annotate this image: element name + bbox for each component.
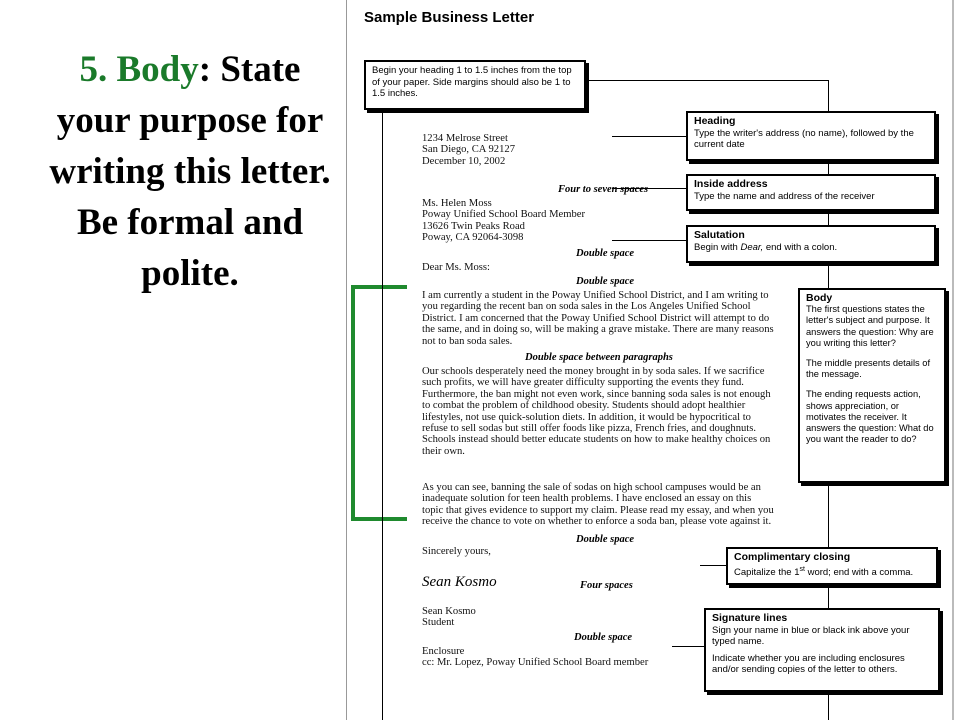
typed-name: Sean Kosmo <box>422 606 476 617</box>
paragraph-line: Our schools desperately need the money brought in by soda sales. If we sacrifice <box>422 366 765 377</box>
heading-callout <box>686 111 936 161</box>
paper-edge-left <box>382 80 383 720</box>
slide-title <box>40 44 340 299</box>
body-bracket <box>351 285 407 521</box>
spacing-note: Four to seven spaces <box>558 184 649 195</box>
address-line: San Diego, CA 92127 <box>422 144 515 156</box>
closing-callout <box>726 547 938 585</box>
salutation-text-before: Begin with <box>694 241 741 253</box>
date-line: December 10, 2002 <box>422 155 506 167</box>
handwritten-signature: Sean Kosmo <box>422 574 497 590</box>
paragraph-line: their own. <box>422 445 465 457</box>
salutation-text-after: end with a colon. <box>763 241 838 253</box>
typed-title: Student <box>422 617 455 629</box>
letter-closing: Sincerely yours, <box>422 546 491 557</box>
spacing-note: Double space <box>574 632 633 643</box>
paragraph-line: to combat the problem of childhood obesity. Students should adopt healthier <box>422 400 746 412</box>
closing-callout-title: Complimentary closing <box>734 551 851 563</box>
closing-callout-text <box>734 564 930 579</box>
spacing-note: Double space <box>576 248 635 259</box>
heading-callout-text: Type the writer's address (no name), followed by the current date <box>694 127 914 150</box>
inside-line: Poway Unified School Board Member <box>422 209 585 221</box>
closing-text-before: Capitalize the 1 <box>734 566 800 578</box>
salutation-text-em: Dear, <box>740 241 764 253</box>
connector-heading <box>612 136 686 137</box>
signature-callout-title: Signature lines <box>712 612 788 624</box>
closing-text-after: word; end with a comma. <box>804 566 914 578</box>
enclosure-block <box>422 646 648 669</box>
spacing-note: Double space <box>576 534 635 545</box>
letter-paragraph-1 <box>422 290 774 347</box>
paragraph-line: I am currently a student in the Poway Unified School District, and I am writing to <box>422 290 769 301</box>
cc-line: cc: Mr. Lopez, Poway Unified School Board member <box>422 657 649 669</box>
typed-name-block <box>422 606 476 629</box>
paragraph-line: not to ban soda sales. <box>422 335 513 347</box>
signature-callout-p1: Sign your name in blue or black ink above your typed name. <box>712 624 910 647</box>
heading-callout-title: Heading <box>694 115 736 127</box>
letter-paragraph-3 <box>422 482 774 528</box>
writer-address <box>422 133 515 167</box>
spacing-note: Four spaces <box>580 580 633 591</box>
body-callout <box>798 288 946 483</box>
letter-paragraph-2 <box>422 366 771 457</box>
spacing-note: Double space between paragraphs <box>525 352 673 363</box>
title-rest: : State your purpose for writing this letter. Be formal and polite. <box>49 49 331 294</box>
letter-salutation: Dear Ms. Moss: <box>422 262 490 273</box>
title-keyword: 5. Body <box>79 49 199 90</box>
connector-closing <box>700 565 726 566</box>
page-edge-right <box>952 0 954 720</box>
page-edge-left <box>346 0 347 720</box>
spacing-note: Double space <box>576 276 635 287</box>
margin-note-text: Begin your heading 1 to 1.5 inches from the top of your paper. Side margins should also be 1 to 1.5 inches. <box>372 65 572 99</box>
paragraph-line: the same, and in doing so, will be making a grave mistake. There are many reasons <box>422 324 774 336</box>
document-title: Sample Business Letter <box>364 9 535 26</box>
body-callout-p2: The middle presents details of the message. <box>806 358 931 380</box>
paragraph-line: inadequate solution for teen health problems. I have enclosed an essay on this <box>422 493 752 505</box>
paragraph-line: District. I am concerned that the Poway Unified School District will attempt to do <box>422 312 770 324</box>
body-callout-p1: The first questions states the letter's subject and purpose. It answers the question: Why are you writing this letter? <box>806 304 934 348</box>
paragraph-line: Schools instead should better educate students on how to make healthy choices on <box>422 434 771 446</box>
inside-line: 13626 Twin Peaks Road <box>422 220 525 232</box>
signature-callout-p2: Indicate whether you are including enclosures and/or sending copies of the letter to others. <box>712 652 905 675</box>
connector-signature <box>672 646 704 647</box>
paragraph-line: topic that gives evidence to support my claim. Please read my essay, and when you <box>422 504 774 516</box>
paragraph-line: Furthermore, the ban might not even work, since banning soda sales is not enough <box>422 388 771 400</box>
body-callout-title: Body <box>806 292 833 304</box>
inside-address-callout-title: Inside address <box>694 178 768 190</box>
inside-line: Ms. Helen Moss <box>422 198 492 209</box>
salutation-callout <box>686 225 936 263</box>
inside-address <box>422 198 585 244</box>
paragraph-line: you regarding the recent ban on soda sales in the Los Angeles Unified School <box>422 301 751 313</box>
paragraph-line: As you can see, banning the sale of sodas on high school campuses would be an <box>422 482 761 493</box>
salutation-callout-title: Salutation <box>694 229 745 241</box>
paragraph-line: lifestyles, not use quick-solution diets. In addition, it would be hypocritical to <box>422 411 751 423</box>
connector-salutation <box>612 240 686 241</box>
body-callout-p3: The ending requests action, shows appreciation, or motivates the receiver. It answers the question: What do you want the reader to do? <box>806 389 934 445</box>
paragraph-line: refuse to sell sodas but still offer foods like pizza, French fries, and doughnuts. <box>422 423 757 435</box>
margin-note-box <box>364 60 586 110</box>
enclosure-line: Enclosure <box>422 646 465 657</box>
paragraph-line: receive the chance to vote on whether to enforce a soda ban, please vote against it. <box>422 516 772 528</box>
signature-callout <box>704 608 940 692</box>
paragraph-line: such profits, we will have greater difficulty supporting the events they fund. <box>422 377 744 389</box>
address-line: 1234 Melrose Street <box>422 133 508 144</box>
inside-line: Poway, CA 92064-3098 <box>422 232 524 244</box>
inside-address-callout <box>686 174 936 211</box>
salutation-callout-text <box>694 242 928 254</box>
closing-text-sup: st <box>799 565 805 573</box>
inside-address-callout-text: Type the name and address of the receiver <box>694 190 875 202</box>
